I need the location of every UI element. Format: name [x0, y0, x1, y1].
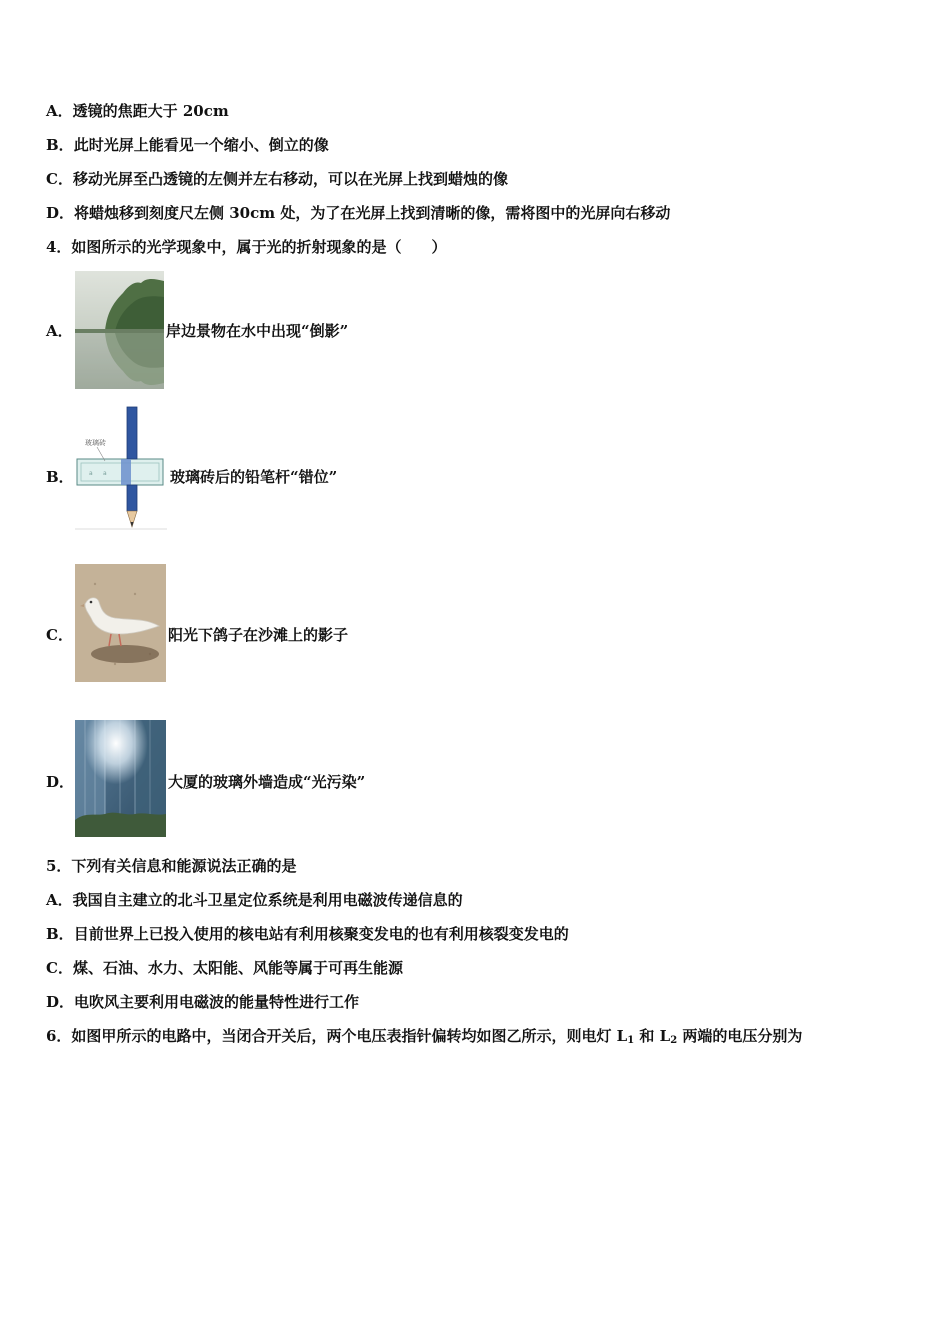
pencil-glass-brick-diagram: [75, 405, 167, 532]
svg-text:a: a: [103, 470, 107, 477]
glass-building-photo: [75, 720, 166, 837]
q3-option-a: A．透镜的焦距大于 20cm: [46, 102, 229, 120]
q3-option-d: D．将蜡烛移到刻度尺左侧 30cm 处，为了在光屏上找到清晰的像，需将图中的光屏向右移动: [46, 204, 671, 222]
q3-option-c: C．移动光屏至凸透镜的左侧并左右移动，可以在光屏上找到蜡烛的像: [46, 170, 508, 188]
q4-option-d-letter: D．: [46, 773, 75, 791]
q5-option-b: B．目前世界上已投入使用的核电站有利用核聚变发电的也有利用核裂变发电的: [46, 925, 569, 943]
q4-option-b-letter: B．: [46, 468, 74, 486]
q4-option-d-text: 大厦的玻璃外墙造成“光污染”: [168, 773, 366, 791]
q4-option-b-text: 玻璃砖后的铅笔杆“错位”: [170, 468, 338, 486]
q4-stem: 4．如图所示的光学现象中，属于光的折射现象的是（ ）: [46, 238, 447, 256]
q6-stem: 6．如图甲所示的电路中，当闭合开关后，两个电压表指针偏转均如图乙所示，则电灯 $L_1$ 和 $L_2$ 两端的电压分别为: [46, 1027, 803, 1046]
pigeon-shadow-photo: [75, 564, 166, 682]
svg-text:a: a: [89, 470, 93, 477]
q5-option-d: D．电吹风主要利用电磁波的能量特性进行工作: [46, 993, 360, 1011]
q5-stem: 5．下列有关信息和能源说法正确的是: [46, 857, 297, 875]
q4-option-c-text: 阳光下鸽子在沙滩上的影子: [168, 626, 349, 644]
q4-option-a-letter: A．: [46, 322, 73, 340]
q5-option-c: C．煤、石油、水力、太阳能、风能等属于可再生能源: [46, 959, 403, 977]
glass-brick-label: 玻璃砖: [85, 439, 106, 447]
q4-option-a-text: 岸边景物在水中出现“倒影”: [166, 322, 349, 340]
q5-option-a: A．我国自主建立的北斗卫星定位系统是利用电磁波传递信息的: [46, 891, 463, 909]
lake-reflection-photo: [75, 271, 164, 389]
q3-option-b: B．此时光屏上能看见一个缩小、倒立的像: [46, 136, 329, 154]
q4-option-c-letter: C．: [46, 626, 73, 644]
